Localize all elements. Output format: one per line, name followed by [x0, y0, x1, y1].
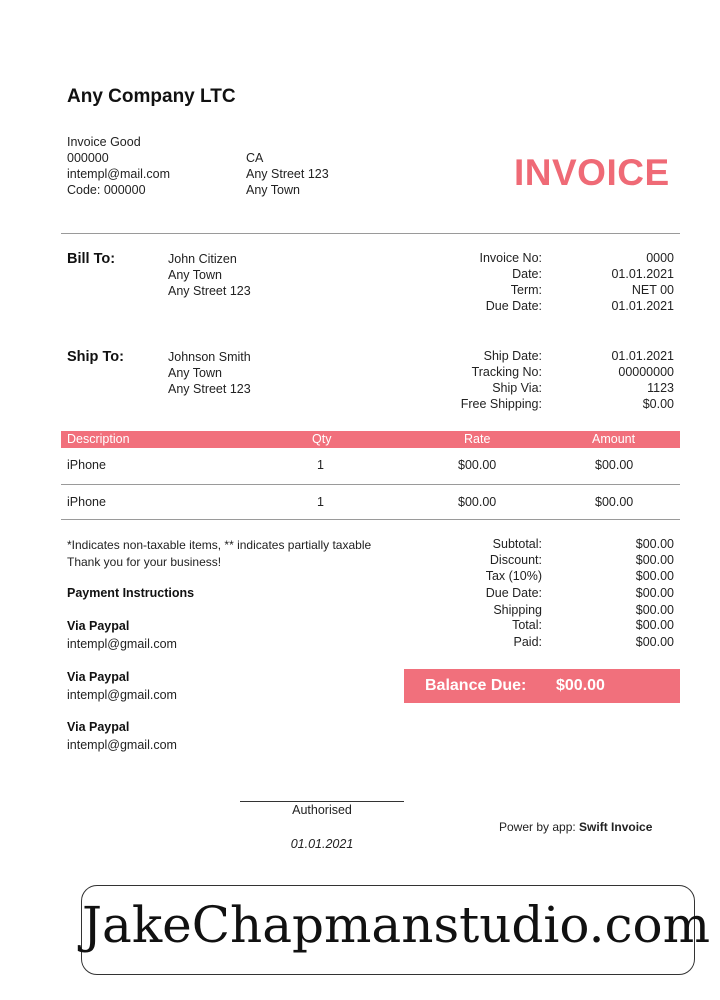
company-info-line: Invoice Good — [67, 135, 141, 149]
total-value: $00.00 — [635, 537, 674, 551]
company-info-left — [67, 134, 170, 198]
invoice-title: INVOICE — [514, 152, 670, 193]
powered-by — [499, 820, 652, 834]
payment-method-name: Via Paypal — [67, 619, 130, 633]
invoice-date-row — [440, 267, 674, 283]
free-shipping-row — [440, 397, 674, 413]
powered-by-prefix: Power by app: — [499, 820, 580, 834]
total-key: Discount: — [489, 553, 542, 567]
bill-to-line: John Citizen — [168, 252, 237, 266]
info-key: Due Date: — [485, 299, 542, 313]
company-info-right — [246, 150, 329, 198]
bill-to-label: Bill To: — [67, 251, 116, 267]
total-value: $00.00 — [635, 553, 674, 567]
paid-row — [440, 635, 674, 651]
table-row — [61, 448, 680, 484]
ship-to-label: Ship To: — [67, 349, 124, 365]
payment-method-name: Via Paypal — [67, 670, 130, 684]
bill-to-address — [168, 251, 251, 299]
total-value: $00.00 — [635, 618, 674, 632]
payment-method-name: Via Paypal — [67, 720, 130, 734]
info-key: Invoice No: — [479, 251, 542, 265]
company-address-line: CA — [246, 151, 264, 165]
subtotal-row — [440, 537, 674, 553]
ship-to-line: Johnson Smith — [168, 350, 251, 364]
column-header-qty: Qty — [312, 432, 332, 446]
ship-to-address — [168, 349, 251, 397]
column-header-rate: Rate — [464, 432, 491, 446]
total-key: Total: — [512, 618, 542, 632]
info-value: 01.01.2021 — [611, 299, 674, 313]
tracking-no-row — [440, 365, 674, 381]
info-key: Ship Date: — [483, 349, 542, 363]
ship-via-row — [440, 381, 674, 397]
total-value: $00.00 — [635, 586, 674, 600]
item-amount: $00.00 — [595, 495, 634, 509]
due-date-total-row — [440, 586, 674, 602]
discount-row — [440, 553, 674, 569]
item-amount: $00.00 — [595, 458, 634, 472]
company-name: Any Company LTC — [67, 86, 236, 107]
total-row — [440, 618, 674, 634]
balance-due-value: $00.00 — [556, 677, 605, 694]
info-value: $0.00 — [642, 397, 674, 411]
info-key: Term: — [510, 283, 542, 297]
item-qty: 1 — [317, 495, 324, 509]
info-key: Tracking No: — [471, 365, 542, 379]
balance-due-label: Balance Due: — [425, 677, 527, 694]
ship-to-line: Any Street 123 — [168, 382, 251, 396]
item-description: iPhone — [67, 495, 106, 509]
info-value: 00000000 — [618, 365, 674, 379]
item-description: iPhone — [67, 458, 106, 472]
company-info-line: 000000 — [67, 151, 109, 165]
item-qty: 1 — [317, 458, 324, 472]
header-divider — [61, 233, 680, 234]
info-value: 0000 — [646, 251, 674, 265]
tax-row — [440, 569, 674, 585]
invoice-due-date-row — [440, 299, 674, 315]
total-value: $00.00 — [635, 635, 674, 649]
tax-note: *Indicates non-taxable items, ** indicates partially taxable — [67, 538, 372, 552]
column-header-description: Description — [67, 432, 130, 446]
total-key: Subtotal: — [492, 537, 542, 551]
bill-to-line: Any Town — [168, 268, 222, 282]
total-key: Tax (10%) — [485, 569, 542, 583]
total-value: $00.00 — [635, 603, 674, 617]
invoice-term-row — [440, 283, 674, 299]
total-key: Due Date: — [485, 586, 542, 600]
ship-to-line: Any Town — [168, 366, 222, 380]
signature-label: Authorised — [292, 803, 352, 817]
payment-method-email: intempl@gmail.com — [67, 637, 177, 651]
bill-to-line: Any Street 123 — [168, 284, 251, 298]
item-rate: $00.00 — [458, 495, 497, 509]
table-row — [61, 485, 680, 519]
watermark-text: JakeChapmanstudio.com — [82, 896, 711, 954]
info-key: Free Shipping: — [460, 397, 542, 411]
company-info-line: intempl@mail.com — [67, 167, 170, 181]
item-rate: $00.00 — [458, 458, 497, 472]
company-info-line: Code: 000000 — [67, 183, 146, 197]
info-value: 01.01.2021 — [611, 349, 674, 363]
total-value: $00.00 — [635, 569, 674, 583]
company-address-line: Any Street 123 — [246, 167, 329, 181]
company-address-line: Any Town — [246, 183, 300, 197]
thanks-note: Thank you for your business! — [67, 555, 222, 569]
signature-line — [240, 801, 404, 802]
table-bottom-divider — [61, 519, 680, 520]
ship-date-row — [440, 349, 674, 365]
balance-due-box — [404, 669, 680, 703]
powered-by-app: Swift Invoice — [579, 820, 653, 834]
info-value: 01.01.2021 — [611, 267, 674, 281]
info-key: Date: — [512, 267, 542, 281]
shipping-row — [440, 603, 674, 619]
total-key: Paid: — [513, 635, 542, 649]
info-key: Ship Via: — [492, 381, 542, 395]
column-header-amount: Amount — [592, 432, 636, 446]
payment-instructions-title: Payment Instructions — [67, 586, 195, 600]
table-header — [61, 431, 680, 448]
info-value: NET 00 — [631, 283, 674, 297]
total-key: Shipping — [493, 603, 542, 617]
payment-method-email: intempl@gmail.com — [67, 738, 177, 752]
watermark-box — [81, 885, 711, 975]
payment-method-email: intempl@gmail.com — [67, 688, 177, 702]
signature-date: 01.01.2021 — [290, 837, 354, 851]
info-value: 1123 — [647, 381, 674, 395]
invoice-no-row — [440, 251, 674, 267]
